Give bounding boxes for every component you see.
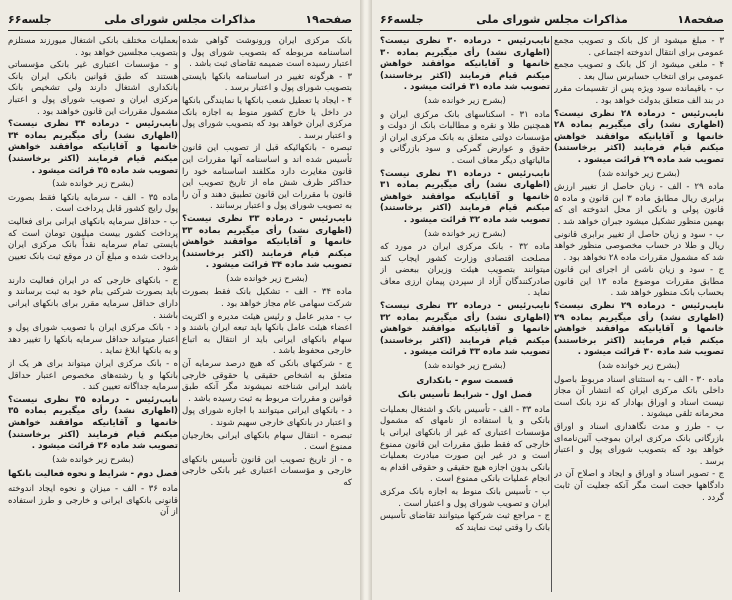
paragraph: ب - حداقل سرمایه بانکهای ایرانی برای فعالیت پرداخت کشور بیست میلیون تومان است که بایستی تمام سرمایه نقداً بانک مرکزی ایران پرداخت شده و مبلغ آن در موقع ثبت بانک تعیین شود . (8, 216, 178, 274)
page-header (380, 10, 724, 31)
paragraph: بانک مرکزی ایران ورونوشت گواهی شده اساسنامه مربوطه که بتصویب شورای پول و اعتبار رسیده است ضمیمه تقاضای ثبت باشد . (182, 36, 352, 70)
paragraph: ۴ - ملغی میشود از کل بانک و تصویب مجمع عمومی برای انتخاب حسابرس سال بعد . (554, 60, 724, 82)
column-right (554, 36, 724, 594)
paragraph: ماده ۳۴ - الف - تشکیل بانک فقط بصورت شرکت سهامی عام مجاز خواهد بود . (182, 287, 352, 310)
session-label: جلسه۶۶ (8, 13, 52, 26)
speaker-paragraph: نایب‌رئیس - درماده ۲۹ نظری نیست؟ (اظهاری نشد) رأی میگیریم بماده ۲۹ خانمها و آقایانیکه موافقند خواهش میکنم قیام فرمایند (اکثر برخاستند) تصویب شد ماده ۳۰ قرائت میشود . (554, 301, 724, 358)
paragraph: ۳ - هرگونه تغییر در اساسنامه بانکها بایستی بتصویب شورای پول و اعتبار برسد . (182, 71, 352, 94)
reading-note: (بشرح زیر خوانده شد) (226, 273, 308, 284)
paragraph: ماده ۳۶ - الف - میزان و نحوه ایجاد اندوخته قانونی بانکهای ایرانی و خارجی و طرز استفاده از آن (8, 483, 178, 518)
paragraph: ه - از تاریخ تصویب این قانون تأسیس بانکهای خارجی و مؤسسات اعتباری غیر بانکی خارجی که (182, 454, 352, 488)
paragraph: تبصره - انتقال سهام بانکهای ایرانی بخارجیان ممنوع است . (182, 430, 352, 453)
column-right (182, 36, 352, 594)
page-left (0, 0, 360, 600)
paragraph: ب - طرز و مدت نگاهداری اسناد و اوراق بازرگانی بانک مرکزی ایران بموجب آئین‌نامه‌ای خواهد بود که بتصویب شورای پول و اعتبار برسد . (554, 422, 724, 467)
speaker-paragraph: نایب‌رئیس - درماده ۳۵ نظری نیست؟ (اظهاری نشد) رأی میگیریم بماده ۳۵ خانمها و آقایانیکه موافقند خواهش میکنم قیام فرمایند (اکثر برخاستند) تصویب شد ماده ۳۶ قرائت میشود . (8, 394, 178, 452)
page-title: مذاکرات مجلس شورای ملی (476, 13, 628, 26)
paragraph: ب - باقیمانده سود ویژه پس از تقسیمات مقرر در بند الف متعلق بدولت خواهد بود . (554, 84, 724, 106)
paragraph: ماده ۳۱ - اسکناسهای بانک مرکزی ایران و همچنین طلا و نقره و مطالبات بانک از دولت و مؤسسات دولتی متعلق به بانک مرکزی ایران از حقوق و عوارض گمرکی و سود بازرگانی و مالیاتهای دیگر معاف است . (380, 109, 550, 166)
paragraph: ماده ۳۳ - الف - تأسیس بانک و اشتغال بعملیات بانکی و یا استفاده از نامهای که مشمول مؤسسات اعتباری که غیر از بانکهای ایرانی یا خارجی که فقط طبق مقررات این قانون ممنوع است و در غیر این صورت مبادرت بعملیات بانکی بدون اجازه هیچ حقیقی و حقوقی اقدام به انجام عملیات بانکی ممنوع است . (380, 404, 550, 485)
paragraph: ماده ۳۰ - الف - به استثنای اسناد مربوط باصول داخلی بانک مرکزی ایران که انتشار آن مجاز نیست اسناد و اوراق بهادار که نزد بانک است محرمانه تلقی میشوند . (554, 374, 724, 420)
column-divider (551, 36, 552, 592)
paragraph: د - بانکهای ایرانی میتوانند با اجازه شورای پول و اعتبار در بانکهای خارجی سهیم شوند . (182, 406, 352, 428)
paragraph: ج - بانکهای خارجی که در ایران فعالیت دارند باید بصورت شرکتی بنام خود به ثبت برسانند و دارای حداقل سرمایه مقرر برای بانکهای ایرانی باشند . (8, 275, 178, 321)
column-left (380, 36, 550, 594)
speaker-paragraph: نایب‌رئیس - درماده ۳۲ نظری نیست؟ (اظهاری نشد) رأی میگیریم بماده ۳۲ خانمها و آقایانیکه موافقند خواهش میکنم قیام فرمایند (اکثر برخاستند) تصویب شد ماده ۳۳ قرائت میشود . (380, 301, 550, 358)
paragraph: ۳ - مبلغ میشود از کل بانک و تصویب مجمع عمومی برای انتقال اندوخته اجتماعی . (554, 36, 724, 58)
page-number: صفحه۱۸ (677, 13, 724, 26)
reading-note: (بشرح زیر خوانده شد) (424, 361, 506, 372)
reading-note: (بشرح زیر خوانده شد) (424, 95, 506, 106)
speaker-paragraph: نایب‌رئیس - درماده ۳۳ نظری نیست؟ (اظهاری نشد) رأی میگیریم بماده ۳۳ خانمها و آقایانیکه موافقند خواهش میکنم قیام فرمایند (اکثر برخاستند) تصویب شد ماده ۳۴ قرائت میشود . (182, 213, 352, 271)
book-gutter (360, 0, 372, 600)
paragraph: ج - تصویر اسناد و اوراق و ایجاد و اصلاح آن در دادگاهها حجت است مگر آنکه جعلیت آن ثابت گردد . (554, 469, 724, 503)
speaker-paragraph: نایب‌رئیس - درماده ۳۱ نظری نیست؟ (اظهاری نشد) رأی میگیریم بماده ۳۱ خانمها و آقایانیکه موافقند خواهش میکنم قیام فرمایند (اکثر برخاستند) تصویب شد ماده ۳۲ قرائت میشود . (380, 168, 550, 225)
paragraph: ج - مراجع ثبت شرکتها میتوانند تقاضای تأسیس بانک را وقتی ثبت نمایند که (380, 511, 550, 533)
paragraph: ج - شرکتهای بانکی که هیچ درصد سرمایه آن متعلق به اشخاص حقیقی یا حقوقی خارجی باشد ایرانی شناخته نمیشوند مگر آنکه طبق قوانین و مقررات مربوط به ثبت رسیده باشد . (182, 359, 352, 404)
reading-note: (بشرح زیر خوانده شد) (424, 228, 506, 239)
reading-note: (بشرح زیر خوانده شد) (598, 361, 680, 372)
paragraph: ماده ۳۵ - الف - سرمایه بانکها فقط بصورت پول رایج کشور قابل پرداخت است . (8, 192, 178, 215)
speaker-paragraph: نایب‌رئیس - درماده ۲۸ نظری نیست؟ (اظهاری نشد) رأی میگیریم بماده ۲۸ خانمها و آقایانیکه موافقند خواهش میکنم قیام فرمایند (اکثر برخاستند) تصویب شد ماده ۲۹ قرائت میشود . (554, 108, 724, 165)
paragraph: ج - سود و زیان ناشی از اجرای این قانون مطابق مقررات موضوع ماده ۱۳ این قانون بحساب بانک منظور خواهد شد . (554, 265, 724, 299)
paragraph: ب - سود و زیان حاصل از تغییر برابری قانونی ریال و طلا در حساب مخصوصی منظور خواهد شد که مشمول مقررات ماده ۲۸ نخواهد بود . (554, 229, 724, 263)
column-divider (179, 36, 180, 592)
paragraph: بعملیات مختلف بانکی اشتغال میورزند مستلزم بتصویب مجلسین خواهد بود . (8, 36, 178, 58)
paragraph: ماده ۲۹ - الف - زیان حاصل از تغییر ارزش برابری ریال مطابق ماده ۳ این قانون و ماده ۵ قانون پولی و بانکی از محل اندوخته ای که بهمین منظور تشکیل میشود جبران خواهد شد . (554, 182, 724, 227)
speaker-paragraph: نایب‌رئیس - درماده ۳۴ نظری نیست؟ (اظهاری نشد) رأی میگیریم بماده ۳۴ خانمها و آقایانیکه موافقند خواهش میکنم قیام فرمایند (اکثر برخاستند) تصویب شد ماده ۳۵ قرائت میشود . (8, 119, 178, 176)
paragraph: ب - تأسیس بانک منوط به اجازه بانک مرکزی ایران و تصویب شورای پول و اعتبار است . (380, 486, 550, 509)
page-right (372, 0, 732, 600)
session-label: جلسه۶۶ (380, 13, 424, 26)
paragraph: ب - مدیر عامل و رئیس هیئت مدیره و اکثریت اعضاء هیئت عامل بانکها باید تبعه ایران باشند و سهام بانکهای ایرانی باید از انتقال به اتباع خارجی محفوظ باشد . (182, 311, 352, 357)
section-heading: فصل اول - شرایط تأسیس بانک (397, 390, 533, 401)
paragraph: ه - بانک مرکزی ایران میتواند برای هر یک از بانکها و یا رشته‌های مخصوص اعتبار حداقل سرمایه جداگانه تعیین کند . (8, 359, 178, 393)
paragraph: تبصره - بانکهائیکه قبل از تصویب این قانون تأسیس شده اند و اساسنامه آنها مقررات این قانون مغایرت دارد مکلفند اساسنامه خود را حداکثر ظرف شش ماه از تاریخ تصویب این قانون با مقررات این قانون تطبیق دهند و آن را به تصویب شورای پول و اعتبار برسانند . (182, 143, 352, 212)
paragraph: و - مؤسسات اعتباری غیر بانکی مؤسساتی هستند که طبق قوانین بانکی ایران بانک بانکداری اشتغال دارند ولی تشخیص بانک مرکزی ایران و تصویب شورای پول و اعتبار مشمول مقررات این قانون خواهند بود . (8, 60, 178, 117)
section-heading: فصل دوم - شرایط و نحوه فعالیت بانکها (8, 469, 178, 480)
page-title: مذاکرات مجلس شورای ملی (104, 13, 256, 26)
section-heading: قسمت سوم - بانکداری (416, 375, 514, 386)
page-number: صفحه۱۹ (305, 13, 352, 26)
reading-note: (بشرح زیر خوانده شد) (52, 179, 134, 190)
reading-note: (بشرح زیر خوانده شد) (52, 454, 134, 465)
column-left (8, 36, 178, 594)
paragraph: ماده ۳۲ - بانک مرکزی ایران در مورد که مصلحت اقتصادی وزارت کشور ایجاب کند میتوانند بتصویب هیئت وزیران ببعضی از صادرکنندگان آزاد از سپردن پیمان ارزی معاف نماید . (380, 242, 550, 299)
reading-note: (بشرح زیر خوانده شد) (598, 168, 680, 179)
paragraph: د - بانک مرکزی ایران با تصویب شورای پول و اعتبار میتواند حداقل سرمایه بانکها را تغییر دهد و به بانکها ابلاغ نماید . (8, 323, 178, 357)
page-header (8, 10, 352, 31)
speaker-paragraph: نایب‌رئیس - درماده ۳۰ نظری نیست؟ (اظهاری نشد) رأی میگیریم بماده ۳۰ خانمها و آقایانیکه موافقند خواهش میکنم قیام فرمایند (اکثر برخاستند) تصویب شد ماده ۳۱ قرائت میشود . (380, 36, 550, 93)
paragraph: ۴ - ایجاد یا تعطیل شعب بانکها یا نمایندگی بانکها در داخل یا خارج کشور منوط به اجازه بانک مرکزی ایران خواهد بود که بتصویب شورای پول و اعتبار برسد . (182, 95, 352, 141)
